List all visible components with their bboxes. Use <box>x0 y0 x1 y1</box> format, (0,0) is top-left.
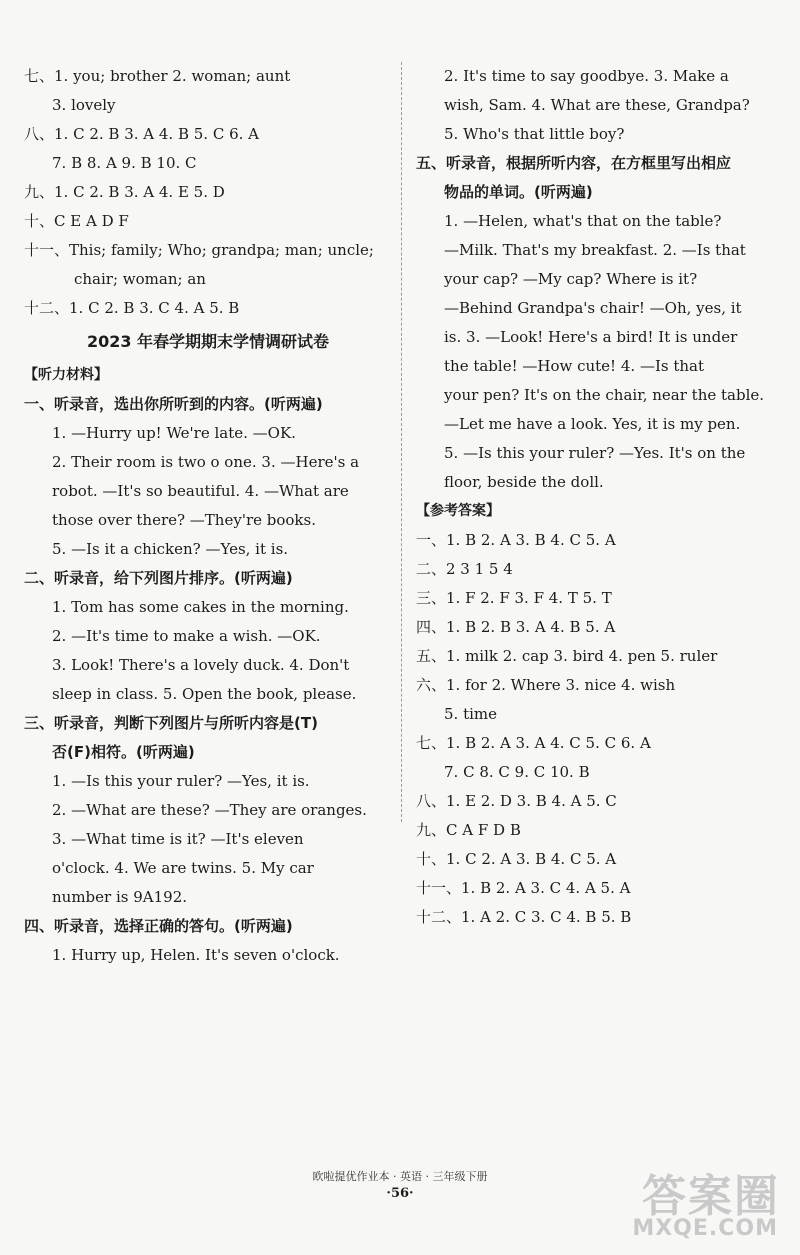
transcript-line: is. 3. —Look! Here's a bird! It is under <box>444 328 738 346</box>
answer-line: 3. lovely <box>52 96 116 114</box>
answer-line: 十二、1. A 2. C 3. C 4. B 5. B <box>416 908 632 926</box>
answer-line: 十、1. C 2. A 3. B 4. C 5. A <box>416 850 617 868</box>
book-title-footer: 欧啦提优作业本 · 英语 · 三年级下册 <box>312 1170 488 1183</box>
transcript-line: o'clock. 4. We are twins. 5. My car <box>52 859 314 877</box>
answer-line: 六、1. for 2. Where 3. nice 4. wish <box>416 676 676 694</box>
transcript-line: 1. Hurry up, Helen. It's seven o'clock. <box>52 946 340 964</box>
transcript-line: 2. It's time to say goodbye. 3. Make a <box>444 67 729 85</box>
watermark-url: MXQE.COM <box>632 1216 778 1241</box>
transcript-line: 2. —It's time to make a wish. —OK. <box>52 627 321 645</box>
section-heading: 【听力材料】 <box>24 367 108 383</box>
transcript-line: number is 9A192. <box>52 888 187 906</box>
transcript-line: sleep in class. 5. Open the book, please. <box>52 685 357 703</box>
question-heading: 一、听录音，选出你所听到的内容。(听两遍) <box>24 395 323 413</box>
question-heading: 二、听录音，给下列图片排序。(听两遍) <box>24 569 293 587</box>
answer-line: 5. time <box>444 705 498 723</box>
answer-line: 一、1. B 2. A 3. B 4. C 5. A <box>416 531 616 549</box>
transcript-line: those over there? —They're books. <box>52 511 316 529</box>
transcript-line: wish, Sam. 4. What are these, Grandpa? <box>444 96 750 114</box>
answer-line: chair; woman; an <box>74 270 206 288</box>
transcript-line: 1. Tom has some cakes in the morning. <box>52 598 349 616</box>
question-heading: 否(F)相符。(听两遍) <box>52 743 195 761</box>
transcript-line: 5. —Is this your ruler? —Yes. It's on the <box>444 444 746 462</box>
answer-line: 7. B 8. A 9. B 10. C <box>52 154 197 172</box>
question-heading: 五、听录音，根据所听内容，在方框里写出相应 <box>416 154 732 172</box>
exam-title: 2023 年春学期期末学情调研试卷 <box>86 332 330 351</box>
question-heading: 三、听录音，判断下列图片与所听内容是(T) <box>24 714 318 732</box>
answer-line: 八、1. E 2. D 3. B 4. A 5. C <box>416 792 617 810</box>
transcript-line: 3. —What time is it? —It's eleven <box>52 830 304 848</box>
transcript-line: —Behind Grandpa's chair! —Oh, yes, it <box>444 299 742 317</box>
transcript-line: 2. Their room is two o one. 3. —Here's a <box>52 453 360 471</box>
transcript-line: —Let me have a look. Yes, it is my pen. <box>444 415 741 433</box>
section-heading: 【参考答案】 <box>416 503 500 519</box>
answer-line: 7. C 8. C 9. C 10. B <box>444 763 590 781</box>
transcript-line: robot. —It's so beautiful. 4. —What are <box>52 482 349 500</box>
answer-line: 十、C E A D F <box>24 212 129 230</box>
column-divider <box>401 62 402 822</box>
answer-line: 四、1. B 2. B 3. A 4. B 5. A <box>416 618 616 636</box>
question-heading: 四、听录音，选择正确的答句。(听两遍) <box>24 917 293 935</box>
answer-line: 十一、1. B 2. A 3. C 4. A 5. A <box>416 879 631 897</box>
question-heading: 物品的单词。(听两遍) <box>444 183 593 201</box>
answer-line: 七、1. you; brother 2. woman; aunt <box>24 67 291 85</box>
answer-line: 八、1. C 2. B 3. A 4. B 5. C 6. A <box>24 125 259 143</box>
transcript-line: your pen? It's on the chair, near the table. <box>444 386 765 404</box>
answer-line: 十一、This; family; Who; grandpa; man; uncle; <box>24 241 374 259</box>
left-column <box>24 62 392 970</box>
transcript-line: floor, beside the doll. <box>444 473 604 491</box>
transcript-line: the table! —How cute! 4. —Is that <box>444 357 704 375</box>
transcript-line: 2. —What are these? —They are oranges. <box>52 801 367 819</box>
transcript-line: 1. —Helen, what's that on the table? <box>444 212 722 230</box>
transcript-line: 5. —Is it a chicken? —Yes, it is. <box>52 540 289 558</box>
watermark-logo <box>586 1160 786 1246</box>
transcript-line: 1. —Hurry up! We're late. —OK. <box>52 424 296 442</box>
answer-line: 五、1. milk 2. cap 3. bird 4. pen 5. ruler <box>416 647 718 665</box>
transcript-line: 3. Look! There's a lovely duck. 4. Don't <box>52 656 350 674</box>
page-number: ·56· <box>386 1186 414 1201</box>
answer-line: 七、1. B 2. A 3. A 4. C 5. C 6. A <box>416 734 651 752</box>
watermark-text: 答案圈 <box>642 1171 780 1222</box>
answer-line: 十二、1. C 2. B 3. C 4. A 5. B <box>24 299 240 317</box>
transcript-line: 5. Who's that little boy? <box>444 125 625 143</box>
transcript-line: 1. —Is this your ruler? —Yes, it is. <box>52 772 310 790</box>
right-column <box>416 62 786 932</box>
transcript-line: your cap? —My cap? Where is it? <box>444 270 698 288</box>
transcript-line: —Milk. That's my breakfast. 2. —Is that <box>444 241 746 259</box>
answer-line: 九、C A F D B <box>416 821 521 839</box>
answer-line: 三、1. F 2. F 3. F 4. T 5. T <box>416 589 612 607</box>
answer-line: 九、1. C 2. B 3. A 4. E 5. D <box>24 183 225 201</box>
answer-line: 二、2 3 1 5 4 <box>416 560 513 578</box>
